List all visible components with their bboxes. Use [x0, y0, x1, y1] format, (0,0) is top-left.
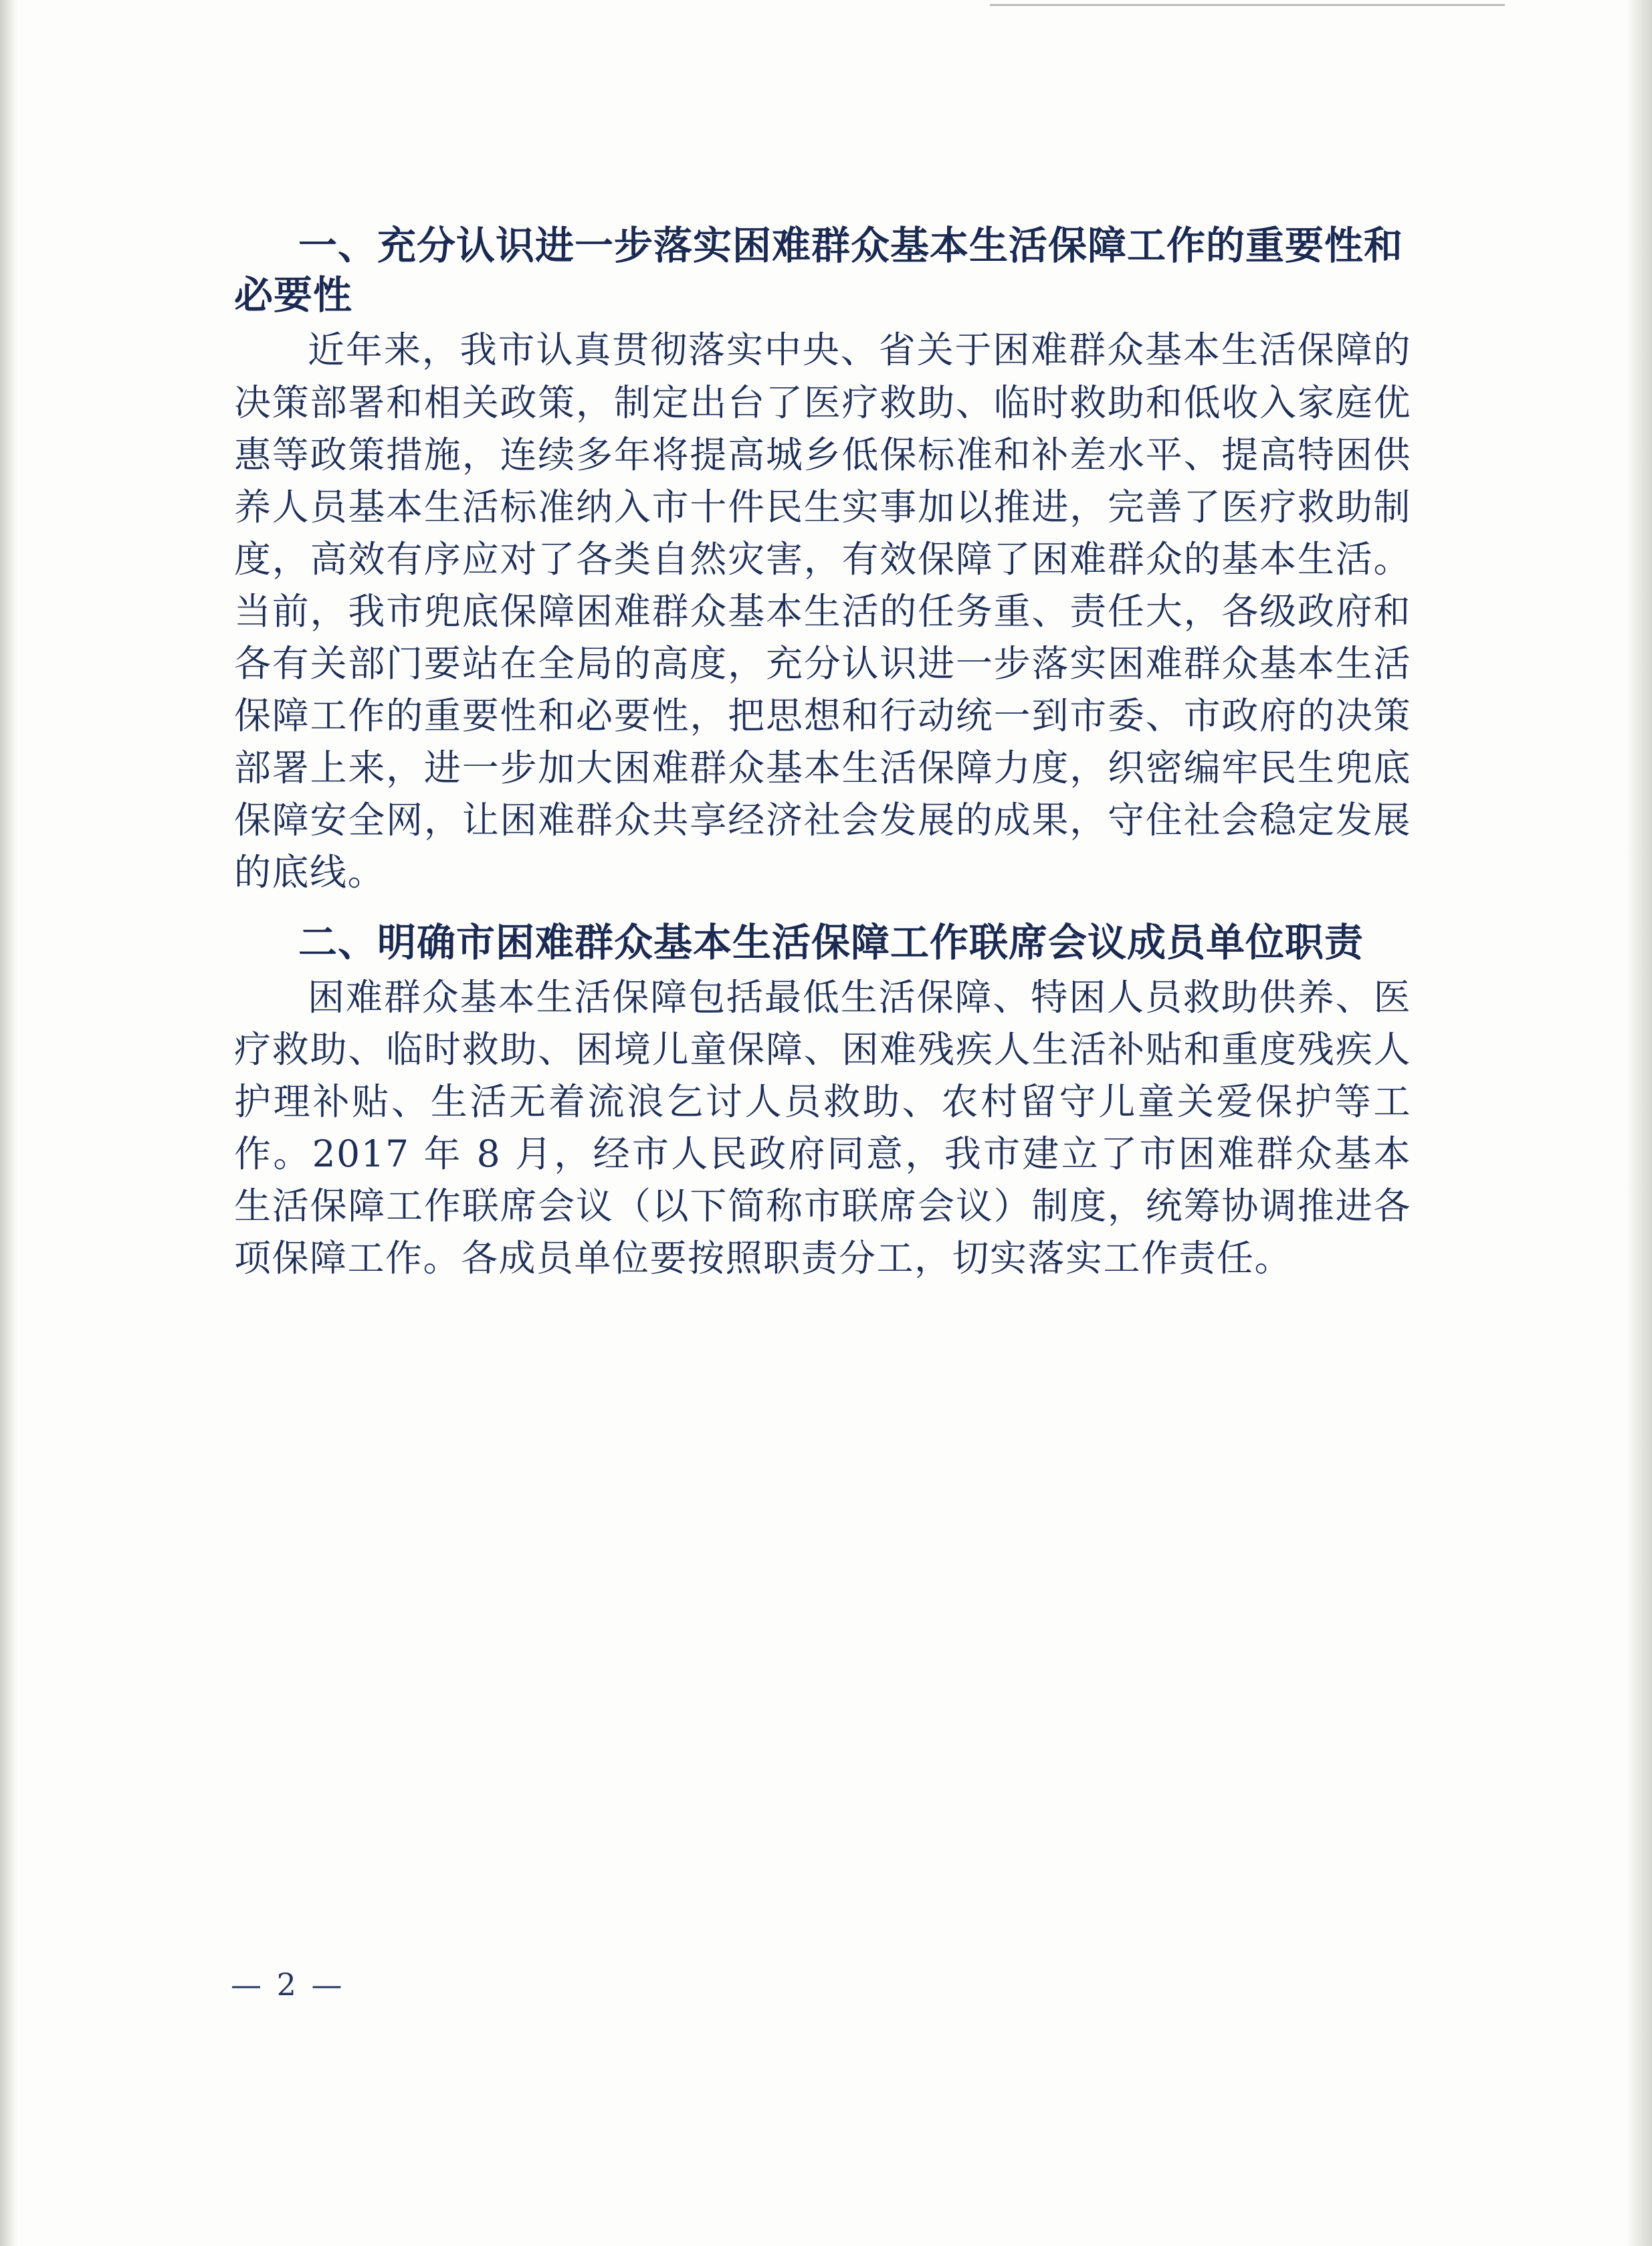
section-paragraph-one: 近年来，我市认真贯彻落实中央、省关于困难群众基本生活保障的决策部署和相关政策，制定出台了医疗救助、临时救助和低收入家庭优惠等政策措施，连续多年将提高城乡低保标准和补差水平、提高特困供养人员基本生活标准纳入市十件民生实事加以推进，完善了医疗救助制度，高效有序应对了各类自然灾害，有效保障了困难群众的基本生活。当前，我市兜底保障困难群众基本生活的任务重、责任大，各级政府和各有关部门要站在全局的高度，充分认识进一步落实困难群众基本生活保障工作的重要性和必要性，把思想和行动统一到市委、市政府的决策部署上来，进一步加大困难群众基本生活保障力度，织密编牢民生兜底保障安全网，让困难群众共享经济社会发展的成果，守住社会稳定发展的底线。: [234, 328, 1411, 894]
section-heading-one: 一、充分认识进一步落实困难群众基本生活保障工作的重要性和必要性: [234, 223, 1404, 318]
section-heading-two: 二、明确市困难群众基本生活保障工作联席会议成员单位职责: [298, 919, 1364, 965]
section-paragraph-two: 困难群众基本生活保障包括最低生活保障、特困人员救助供养、医疗救助、临时救助、困境儿童保障、困难残疾人生活补贴和重度残疾人护理补贴、生活无着流浪乞讨人员救助、农村留守儿童关爱保护等工作。2017 年 8 月，经市人民政府同意，我市建立了市困难群众基本生活保障工作联席会议（以下简称市联席会议）制度，统筹协调推进各项保障工作。各成员单位要按照职责分工，切实落实工作责任。: [234, 975, 1411, 1280]
document-body: [234, 221, 1411, 1287]
page-number: — 2 —: [231, 1966, 345, 2003]
page-top-rule: [990, 4, 1505, 6]
